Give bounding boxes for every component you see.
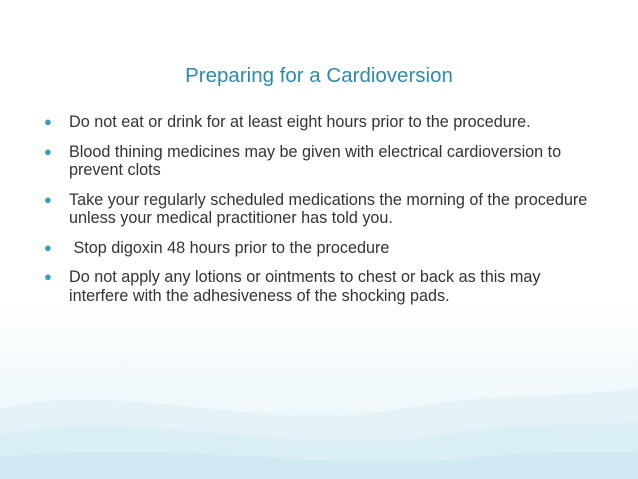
slide-title: Preparing for a Cardioversion — [185, 64, 453, 87]
bullet-item — [44, 191, 599, 228]
bullet-list — [44, 113, 599, 316]
background-wave-decoration — [0, 339, 638, 479]
bullet-text: Stop digoxin 48 hours prior to the procedure — [69, 238, 390, 257]
bullet-dot-icon — [44, 116, 56, 128]
bullet-item — [44, 268, 599, 305]
bullet-text: Do not apply any lotions or ointments to chest or back as this may interfere with the adhesiveness of the shocking pads. — [69, 268, 541, 305]
bullet-item — [44, 143, 599, 180]
bullet-text: Take your regularly scheduled medications the morning of the procedure unless your medical practitioner has told you. — [69, 190, 588, 227]
bullet-item — [44, 113, 599, 132]
bullet-text: Do not eat or drink for at least eight hours prior to the procedure. — [69, 113, 531, 131]
bullet-dot-icon — [44, 242, 56, 254]
bullet-dot-icon — [44, 194, 56, 206]
bullet-dot-icon — [44, 271, 56, 283]
bullet-text: Blood thining medicines may be given with electrical cardioversion to prevent clots — [69, 142, 562, 179]
bullet-item — [44, 239, 599, 258]
bullet-dot-icon — [44, 146, 56, 158]
